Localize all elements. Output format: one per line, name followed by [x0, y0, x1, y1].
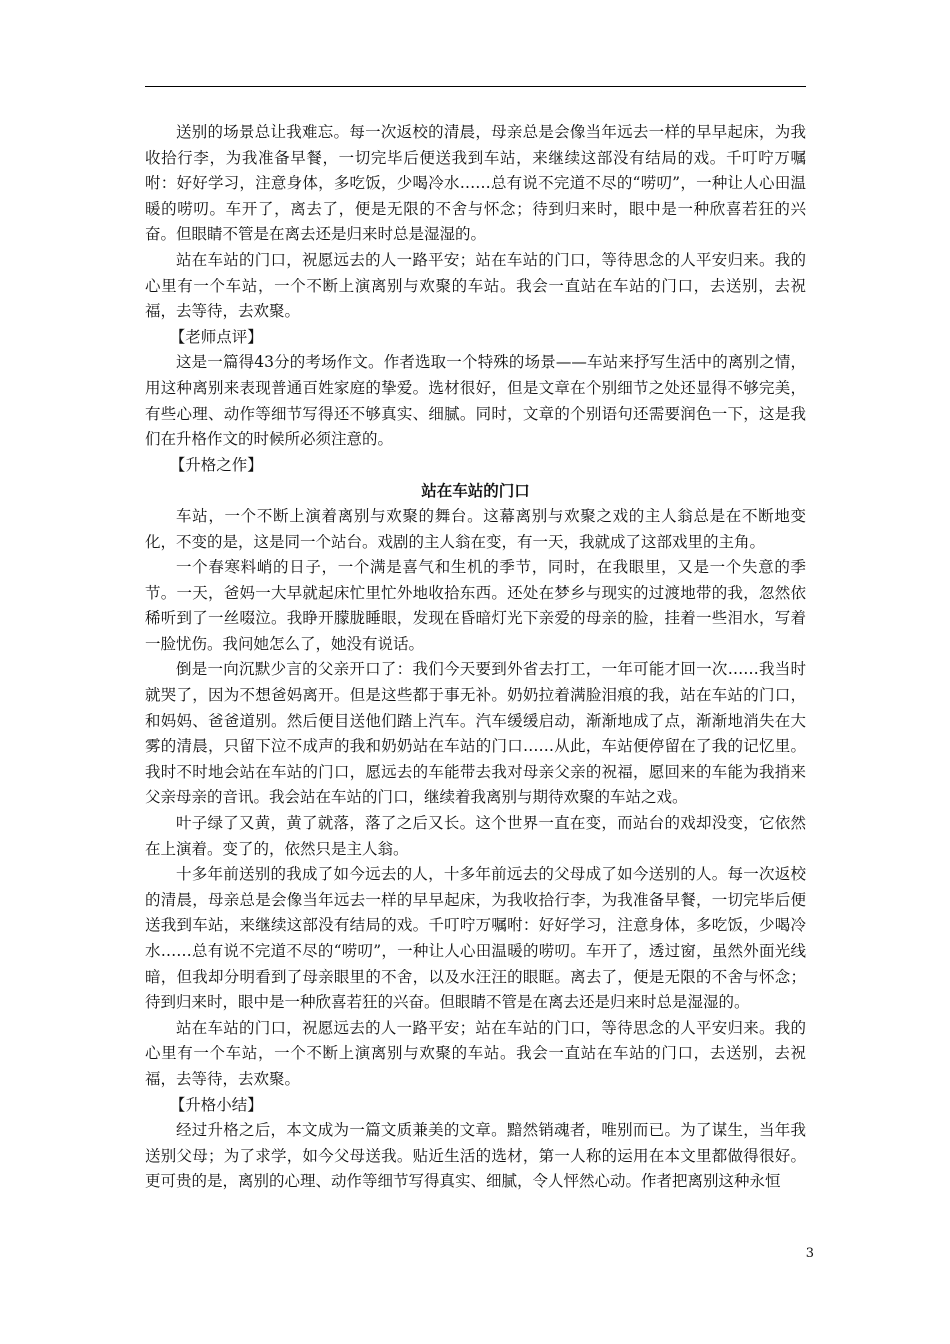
upgraded-label: 【升格之作】 [169, 455, 263, 474]
paragraph: 送别的场景总让我难忘。每一次返校的清晨，母亲总是会像当年远去一样的早早起床，为我收拾行李，为我准备早餐，一切完毕后便送我到车站，来继续这部没有结局的戏。千叮咛万嘱咐：好好学习，注意身体，多吃饭，少喝冷水……总有说不完道不尽的“唠叨”，一种让人心田温暖的唠叨。车开了，离去了，便是无限的不舍与怀念；待到归来时，眼中是一种欣喜若狂的兴奋。但眼睛不管是在离去还是归来时总是湿湿的。 [145, 123, 806, 244]
summary-text: 经过升格之后，本文成为一篇文质兼美的文章。黯然销魂者，唯别而已。为了谋生，当年我送别父母；为了求学，如今父母送我。贴近生活的选材，第一人称的运用在本文里都做得很好。更可贵的是，离别的心理、动作等细节写得真实、细腻，令人怦然心动。作者把离别这种永恒 [145, 1121, 806, 1191]
header-rule [145, 86, 806, 87]
paragraph: 站在车站的门口，祝愿远去的人一路平安；站在车站的门口，等待思念的人平安归来。我的心里有一个车站，一个不断上演离别与欢聚的车站。我会一直站在车站的门口，去送别，去祝福，去等待，去欢聚。 [145, 250, 806, 321]
paragraph: 车站，一个不断上演着离别与欢聚的舞台。这幕离别与欢聚之戏的主人翁总是在不断地变化，不变的是，这是同一个站台。戏剧的主人翁在变，有一天，我就成了这部戏里的主角。 [145, 506, 806, 551]
paragraph: 十多年前送别的我成了如今远去的人，十多年前远去的父母成了如今送别的人。每一次返校的清晨，母亲总是会像当年远去一样的早早起床，为我收拾行李，为我准备早餐，一切完毕后便送我到车站，来继续这部没有结局的戏。千叮咛万嘱咐：好好学习，注意身体，多吃饭，少喝冷水……总有说不完道不尽的“唠叨”，一种让人心田温暖的唠叨。车开了，透过窗，虽然外面光线暗，但我却分明看到了母亲眼里的不舍，以及水汪汪的眼眶。离去了，便是无限的不舍与怀念；待到归来时，眼中是一种欣喜若狂的兴奋。但眼睛不管是在离去还是归来时总是湿湿的。 [145, 865, 806, 1012]
teacher-comment-text: 这是一篇得43分的考场作文。作者选取一个特殊的场景——车站来抒写生活中的离别之情，用这种离别来表现普通百姓家庭的挚爱。选材很好，但是文章在个别细节之处还显得不够完美，有些心理、动作等细节写得还不够真实、细腻。同时，文章的个别语句还需要润色一下，这是我们在升格作文的时候所必须注意的。 [145, 353, 806, 449]
essay-title: 站在车站的门口 [421, 481, 530, 501]
paragraph: 倒是一向沉默少言的父亲开口了：我们今天要到外省去打工，一年可能才回一次……我当时就哭了，因为不想爸妈离开。但是这些都于事无补。奶奶拉着满脸泪痕的我，站在车站的门口，和妈妈、爸爸道别。然后便目送他们踏上汽车。汽车缓缓启动，渐渐地成了点，渐渐地消失在大雾的清晨，只留下泣不成声的我和奶奶站在车站的门口……从此，车站便停留在了我的记忆里。我时不时地会站在车站的门口，愿远去的车能带去我对母亲父亲的祝福，愿回来的车能为我捎来父亲母亲的音讯。我会站在车站的门口，继续着我离别与期待欢聚的车站之戏。 [145, 660, 806, 807]
page-number: 3 [805, 1246, 814, 1261]
article-body [145, 120, 806, 1195]
summary-label: 【升格小结】 [169, 1095, 263, 1114]
teacher-comment-label: 【老师点评】 [169, 327, 263, 346]
paragraph: 站在车站的门口，祝愿远去的人一路平安；站在车站的门口，等待思念的人平安归来。我的心里有一个车站，一个不断上演离别与欢聚的车站。我会一直站在车站的门口，去送别，去祝福，去等待，去欢聚。 [145, 1018, 806, 1088]
paragraph: 叶子绿了又黄，黄了就落，落了之后又长。这个世界一直在变，而站台的戏却没变，它依然在上演着。变了的，依然只是主人翁。 [145, 814, 806, 858]
paragraph: 一个春寒料峭的日子，一个满是喜气和生机的季节，同时，在我眼里，又是一个失意的季节。一天，爸妈一大早就起床忙里忙外地收拾东西。还处在梦乡与现实的过渡地带的我，忽然依稀听到了一丝啜泣。我睁开朦胧睡眼，发现在昏暗灯光下亲爱的母亲的脸，挂着一些泪水，写着一脸忧伤。我问她怎么了，她没有说话。 [145, 558, 806, 653]
